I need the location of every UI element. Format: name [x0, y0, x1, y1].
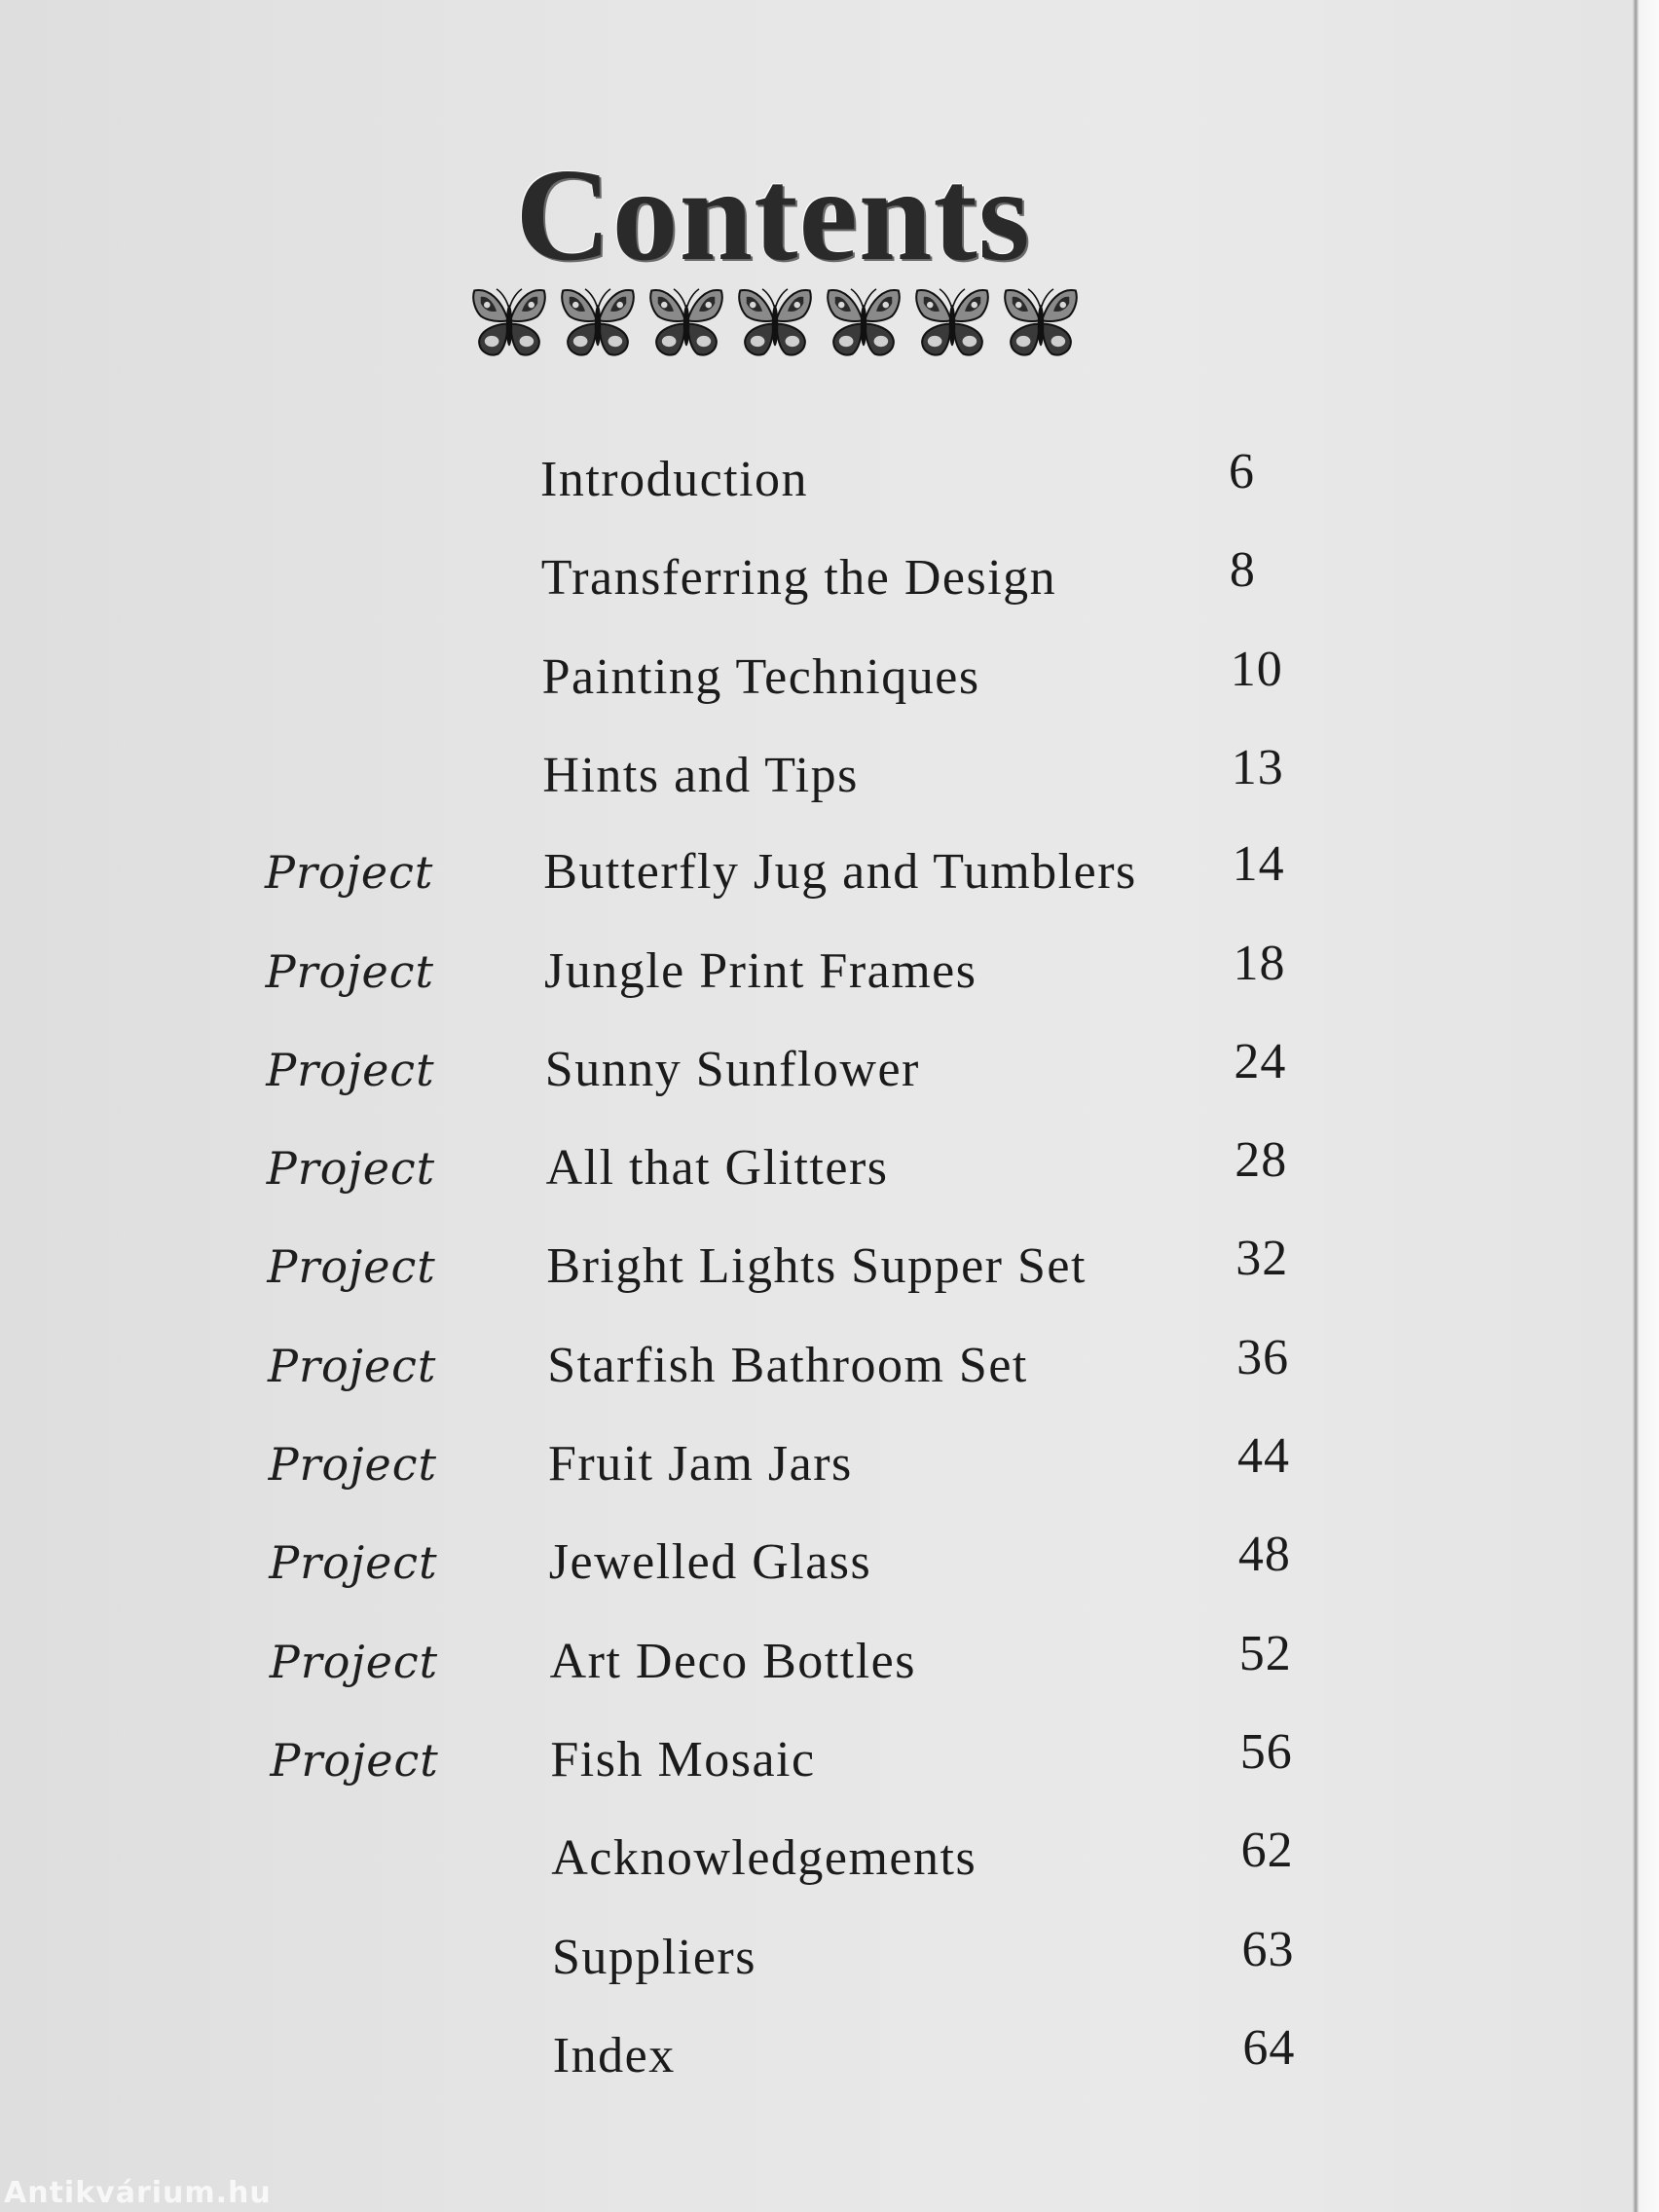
toc-row — [0, 2019, 1659, 2087]
toc-page-number: 56 — [1239, 1723, 1293, 1780]
toc-page-number: 14 — [1232, 836, 1285, 893]
toc-page-number: 28 — [1235, 1132, 1288, 1189]
project-label: Project — [269, 1536, 438, 1590]
watermark: Antikvárium.hu — [4, 2176, 272, 2210]
project-label: Project — [270, 1733, 439, 1787]
toc-row — [0, 1723, 1659, 1791]
toc-page-number: 10 — [1230, 641, 1283, 697]
toc-page-number: 24 — [1234, 1033, 1287, 1089]
toc-row — [0, 836, 1659, 903]
toc-title: Introduction — [540, 452, 809, 507]
toc-title: Painting Techniques — [541, 648, 980, 705]
toc-row — [0, 542, 1659, 609]
toc-title: Hints and Tips — [542, 747, 859, 803]
toc-row — [0, 1823, 1659, 1890]
toc-row — [0, 1132, 1659, 1199]
project-label: Project — [266, 1043, 435, 1096]
toc-title: Art Deco Bottles — [549, 1633, 916, 1689]
toc-title: Acknowledgements — [551, 1830, 977, 1887]
toc-page-number: 63 — [1241, 1921, 1295, 1977]
toc-title: Fish Mosaic — [550, 1731, 816, 1788]
toc-title: Index — [552, 2027, 676, 2083]
toc-row — [0, 1033, 1659, 1101]
toc-row — [0, 1625, 1659, 1693]
toc-page-number: 18 — [1233, 935, 1286, 991]
toc-row — [0, 1231, 1659, 1298]
project-label: Project — [265, 846, 434, 900]
toc-page-number: 6 — [1229, 444, 1255, 499]
project-label: Project — [268, 1339, 437, 1392]
toc-page-number: 32 — [1235, 1231, 1289, 1287]
toc-title: Butterfly Jug and Tumblers — [543, 844, 1137, 901]
project-label: Project — [267, 1240, 436, 1294]
toc-page-number: 36 — [1236, 1329, 1290, 1385]
toc-row — [0, 1428, 1659, 1495]
toc-page-number: 13 — [1231, 739, 1284, 795]
toc-title: Starfish Bathroom Set — [547, 1337, 1028, 1393]
project-label: Project — [268, 1438, 437, 1491]
toc-page-number: 52 — [1238, 1625, 1292, 1681]
project-label: Project — [265, 944, 434, 998]
toc-title: Sunny Sunflower — [544, 1041, 920, 1097]
toc-title: Jewelled Glass — [548, 1534, 872, 1591]
toc-title: Jungle Print Frames — [544, 942, 977, 999]
toc-page-number: 48 — [1237, 1527, 1291, 1583]
toc-page-number: 64 — [1242, 2019, 1296, 2076]
toc-title: Fruit Jam Jars — [548, 1436, 853, 1492]
toc-row — [0, 641, 1659, 709]
page-title: Contents — [515, 142, 1031, 289]
toc-page-number: 44 — [1237, 1428, 1290, 1484]
toc-title: Transferring the Design — [540, 550, 1057, 607]
toc-title: Bright Lights Supper Set — [546, 1238, 1087, 1295]
toc-row — [0, 1921, 1659, 1989]
toc-row — [0, 935, 1659, 1003]
toc-row — [0, 1527, 1659, 1594]
toc-title: Suppliers — [552, 1929, 756, 1985]
toc-title: All that Glitters — [545, 1140, 889, 1197]
toc-row — [0, 739, 1659, 807]
project-label: Project — [269, 1635, 439, 1688]
toc-page-number: 8 — [1229, 542, 1256, 599]
project-label: Project — [266, 1142, 436, 1196]
toc-row — [0, 444, 1659, 511]
toc-page-number: 62 — [1240, 1823, 1294, 1879]
toc-row — [0, 1329, 1659, 1397]
